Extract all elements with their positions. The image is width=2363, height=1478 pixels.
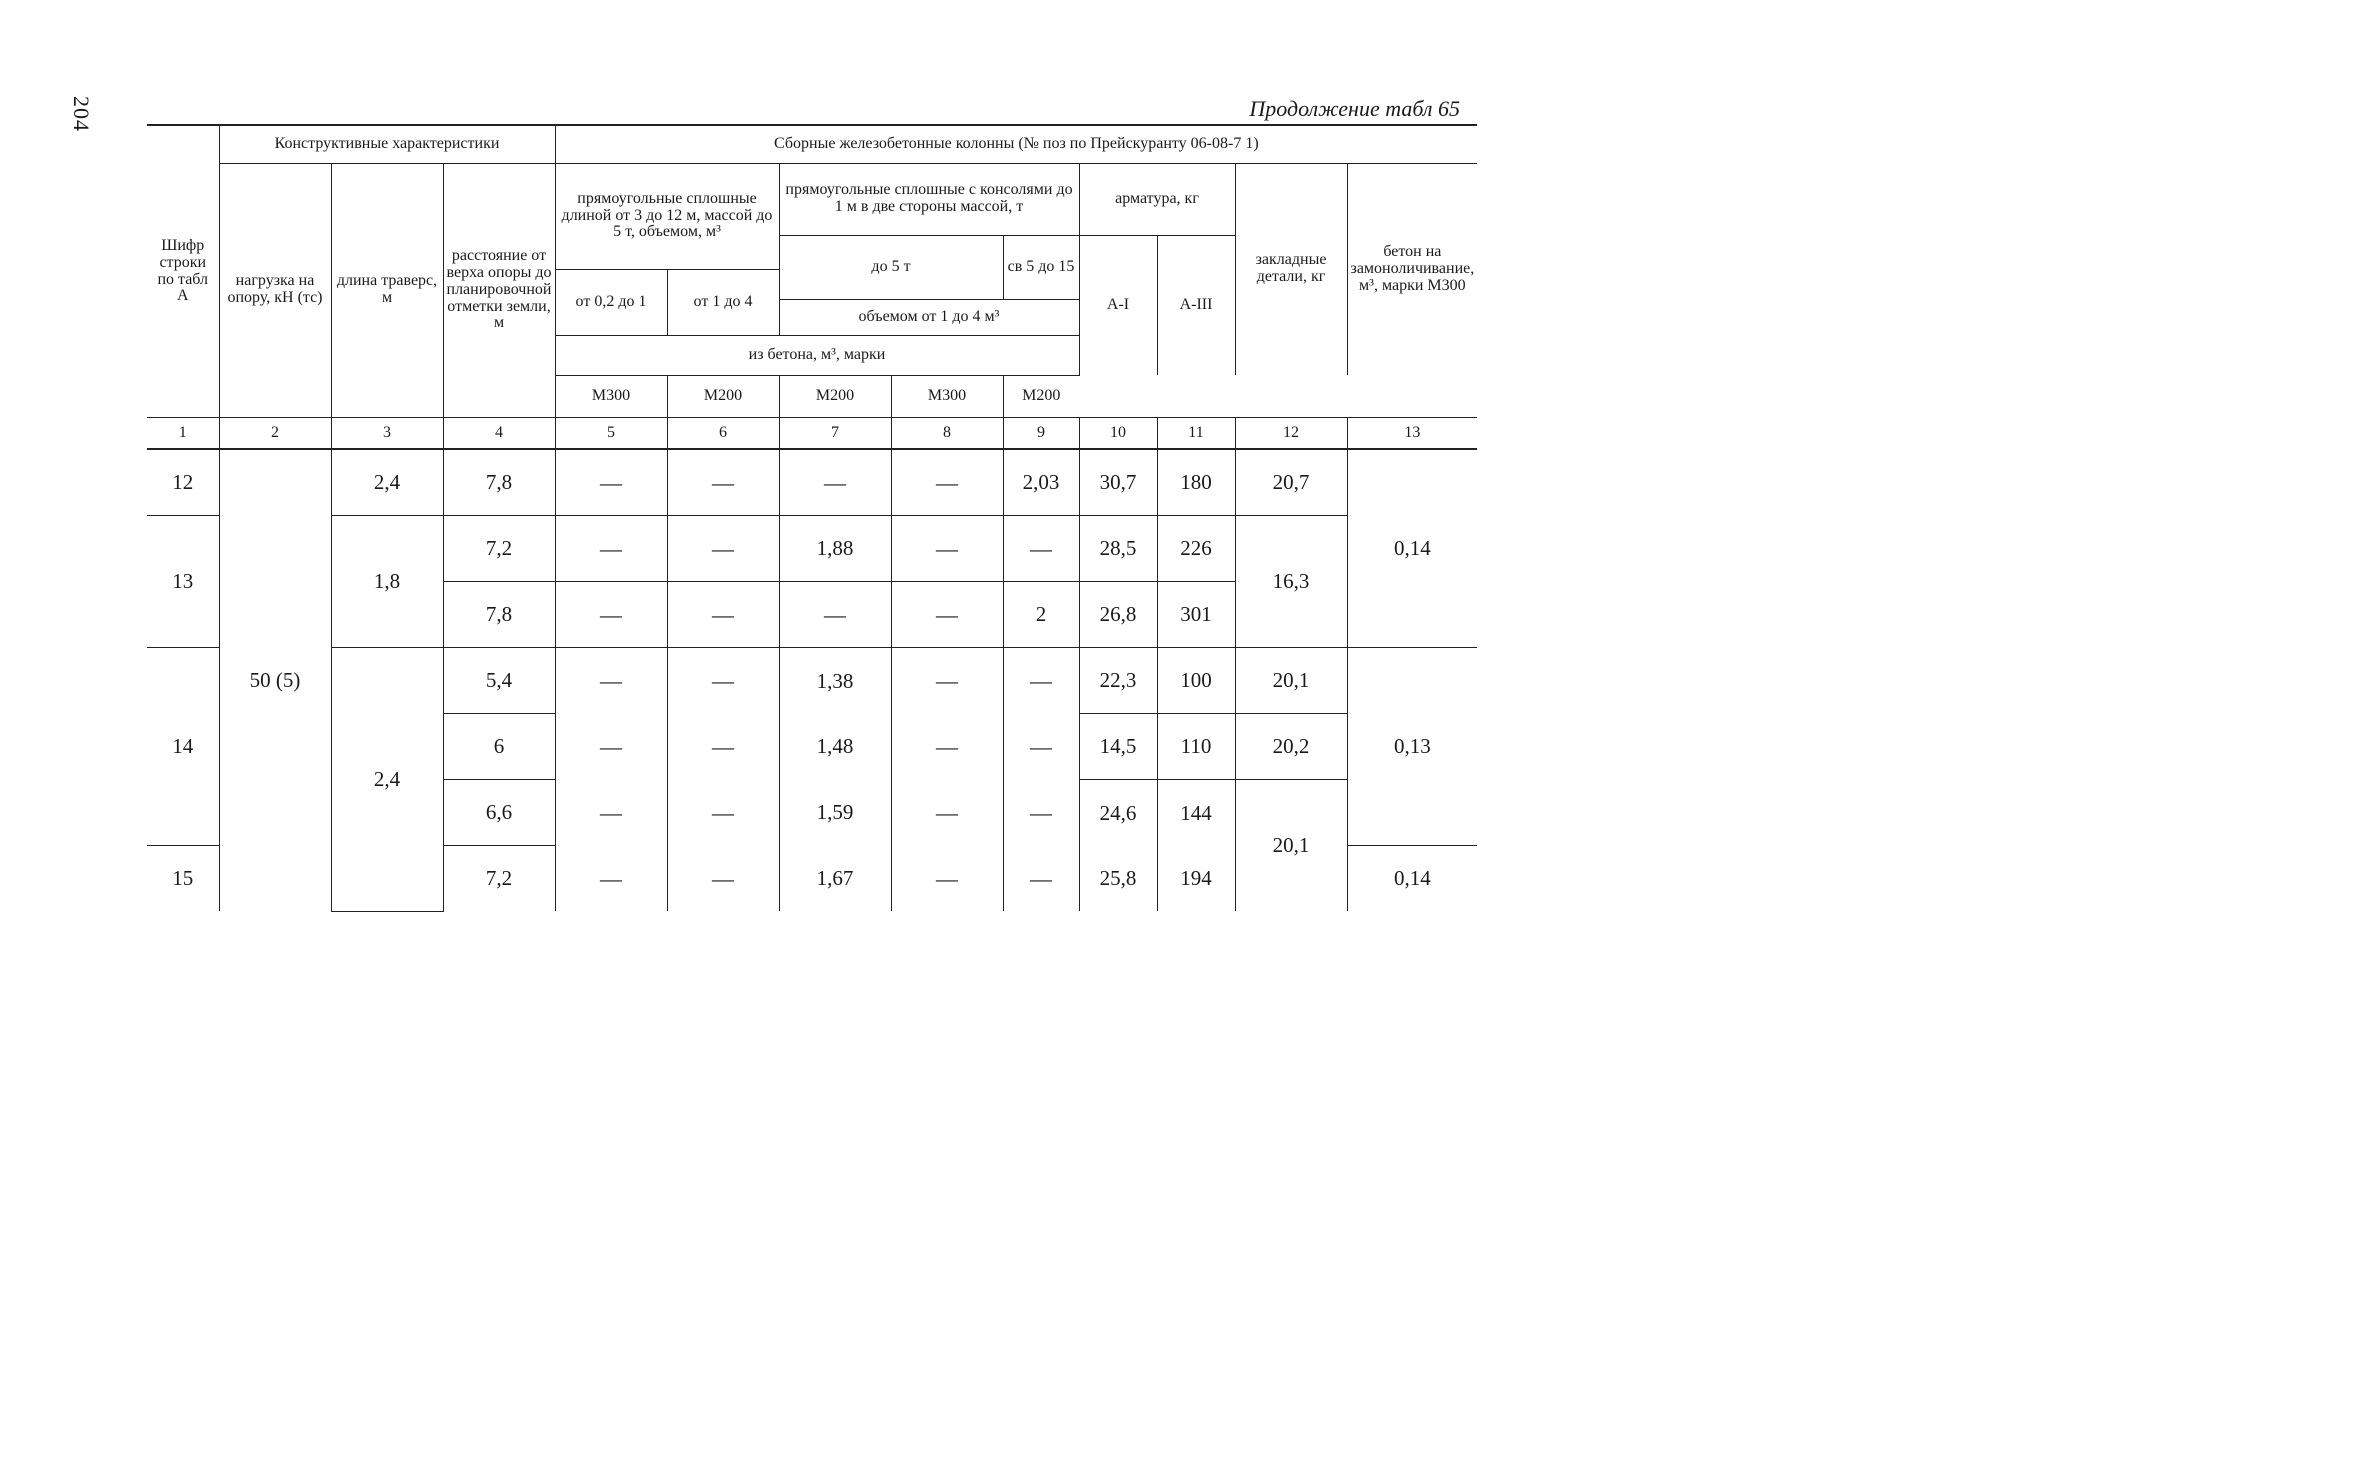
header-grade-6: М200 (667, 375, 779, 417)
row-monolith: 0,13 (1347, 648, 1477, 846)
column-number: 11 (1157, 418, 1235, 450)
cell-dash: — (555, 780, 667, 846)
column-number: 6 (667, 418, 779, 450)
header-mass-a: до 5 т (779, 235, 1003, 299)
cell-dash: — (667, 582, 779, 648)
row-load: 50 (5) (219, 449, 331, 911)
cell-dash: — (667, 846, 779, 912)
row-length: 1,8 (331, 516, 443, 648)
cell-dash: — (1003, 780, 1079, 846)
column-number: 12 (1235, 418, 1347, 450)
column-number: 7 (779, 418, 891, 450)
page-number: 204 (69, 96, 94, 132)
row-distance: 5,4 (443, 648, 555, 714)
cell-dash: — (891, 714, 1003, 780)
row-embedded: 20,1 (1235, 780, 1347, 912)
cell-dash: — (891, 846, 1003, 912)
header-grade-9: М200 (1003, 375, 1079, 417)
header-vol-a: от 0,2 до 1 (555, 269, 667, 335)
row-monolith: 0,14 (1347, 449, 1477, 648)
row-c7: 1,59 (779, 780, 891, 846)
row-a1: 24,6 (1079, 780, 1157, 846)
header-a1: А-I (1079, 235, 1157, 375)
row-embedded: 20,2 (1235, 714, 1347, 780)
row-shifr: 13 (147, 516, 219, 648)
column-number: 8 (891, 418, 1003, 450)
cell-dash: — (555, 582, 667, 648)
row-c7: 1,67 (779, 846, 891, 912)
cell-dash: — (667, 780, 779, 846)
column-number: 4 (443, 418, 555, 450)
cell-dash: — (1003, 846, 1079, 912)
table-continuation-caption: Продолжение табл 65 (1249, 96, 1460, 121)
header-monolith: бетон на замоноличивание, м³, марки М300 (1347, 163, 1477, 375)
cell-dash: — (667, 648, 779, 714)
header-shifr: Шифр строки по табл А (147, 125, 219, 418)
table-row (147, 449, 1477, 516)
cell-dash: — (891, 516, 1003, 582)
header-a3: А-III (1157, 235, 1235, 375)
row-distance: 7,2 (443, 846, 555, 912)
header-rebar: арматура, кг (1079, 163, 1235, 235)
row-distance: 7,8 (443, 582, 555, 648)
row-embedded: 20,7 (1235, 449, 1347, 516)
header-rect-consoles: прямоугольные сплошные с консолями до 1 м в две стороны массой, т (779, 163, 1079, 235)
row-distance: 7,2 (443, 516, 555, 582)
cell-dash: — (891, 449, 1003, 516)
header-mass-b: св 5 до 15 (1003, 235, 1079, 299)
row-embedded: 20,1 (1235, 648, 1347, 714)
row-shifr: 15 (172, 866, 194, 891)
row-distance: 6,6 (443, 780, 555, 846)
row-a1: 28,5 (1079, 516, 1157, 582)
cell-dash: — (667, 449, 779, 516)
header-length: длина траверс, м (331, 163, 443, 418)
row-c7: 1,38 (779, 648, 891, 714)
header-columns-group: Сборные железобетонные колонны (№ поз по Прейскуранту 06-08-7 1) (555, 125, 1477, 163)
cell-dash: — (555, 846, 667, 912)
row-length: 2,4 (331, 648, 443, 912)
table-row (147, 516, 1477, 582)
row-shifr: 14 (147, 648, 219, 846)
header-concrete: из бетона, м³, марки (555, 335, 1079, 375)
row-a3: 144 (1157, 780, 1235, 846)
row-c9: 2,03 (1003, 449, 1079, 516)
header-rect-solid: прямоугольные сплошные длиной от 3 до 12 м, массой до 5 т, объемом, м³ (555, 163, 779, 269)
column-number: 3 (331, 418, 443, 450)
row-a3: 110 (1157, 714, 1235, 780)
row-a3: 301 (1157, 582, 1235, 648)
header-grade-5: М300 (555, 375, 667, 417)
row-a1: 22,3 (1079, 648, 1157, 714)
cell-dash: — (891, 780, 1003, 846)
header-grade-7: М200 (779, 375, 891, 417)
row-c7: 1,48 (779, 714, 891, 780)
specification-table (147, 124, 1477, 912)
row-monolith: 0,14 (1347, 846, 1477, 912)
cell-dash: — (555, 516, 667, 582)
row-a1: 25,8 (1079, 846, 1157, 912)
cell-dash: — (555, 449, 667, 516)
cell-dash: — (1003, 648, 1079, 714)
row-a1: 14,5 (1079, 714, 1157, 780)
cell-dash: — (1003, 714, 1079, 780)
header-vol-b: от 1 до 4 (667, 269, 779, 335)
row-distance: 7,8 (443, 449, 555, 516)
row-a3: 180 (1157, 449, 1235, 516)
column-number: 13 (1347, 418, 1477, 450)
row-a1: 30,7 (1079, 449, 1157, 516)
header-embedded: закладные детали, кг (1235, 163, 1347, 375)
header-grade-8: М300 (891, 375, 1003, 417)
header-distance: расстояние от верха опоры до планировочной отметки земли, м (443, 163, 555, 418)
column-number: 5 (555, 418, 667, 450)
cell-dash: — (667, 714, 779, 780)
column-number: 9 (1003, 418, 1079, 450)
cell-dash: — (779, 582, 891, 648)
cell-dash: — (555, 648, 667, 714)
header-construct-group: Конструктивные характеристики (219, 125, 555, 163)
cell-dash: — (555, 714, 667, 780)
column-number: 2 (219, 418, 331, 450)
header-vol-consoles: объемом от 1 до 4 м³ (779, 299, 1079, 335)
cell-dash: — (891, 648, 1003, 714)
row-a3: 226 (1157, 516, 1235, 582)
column-number: 1 (147, 418, 219, 450)
row-distance: 6 (443, 714, 555, 780)
row-a1: 26,8 (1079, 582, 1157, 648)
cell-dash: — (667, 516, 779, 582)
row-c7: 1,88 (779, 516, 891, 582)
row-embedded: 16,3 (1235, 516, 1347, 648)
row-length: 2,4 (331, 449, 443, 516)
row-a3: 100 (1157, 648, 1235, 714)
row-a3: 194 (1157, 846, 1235, 912)
table-row (147, 648, 1477, 714)
cell-dash: — (891, 582, 1003, 648)
cell-dash: — (779, 449, 891, 516)
header-load: нагрузка на опору, кН (тс) (219, 163, 331, 418)
row-shifr: 12 (147, 449, 219, 516)
cell-dash: — (1003, 516, 1079, 582)
row-c9: 2 (1003, 582, 1079, 648)
column-number: 10 (1079, 418, 1157, 450)
